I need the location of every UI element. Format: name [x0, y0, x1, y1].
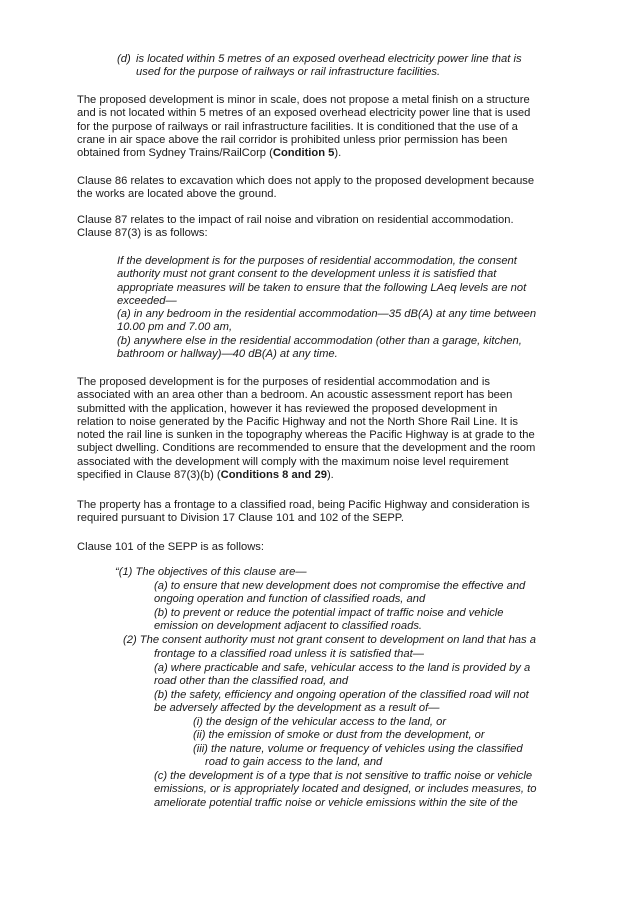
quote-line: road to gain access to the land, and — [205, 755, 383, 768]
quote-line: ameliorate potential traffic noise or vehicle emissions within the site of the — [154, 796, 518, 809]
text-line: Clause 101 of the SEPP is as follows: — [77, 541, 264, 553]
text-line: noted the rail line is sunken in the topography whereas the Pacific Highway is at grade to the — [77, 429, 535, 442]
quote-clause-101-2-c — [154, 770, 536, 810]
text-run: ). — [334, 147, 342, 160]
text-line: Clause 87(3) is as follows: — [77, 227, 208, 240]
quote-line: (iii) the nature, volume or frequency of vehicles using the classified — [193, 742, 523, 755]
text-run: specified in Clause 87(3)(b) ( — [77, 469, 221, 482]
item-d-line: used for the purpose of railways or rail infrastructure facilities. — [136, 66, 441, 79]
text-line: relation to noise generated by the Pacific Highway and not the North Shore Rail Line. It is — [77, 415, 518, 428]
text-run: ). — [326, 469, 334, 482]
quote-line: (b) to prevent or reduce the potential impact of traffic noise and vehicle — [154, 606, 504, 619]
quote-line: ongoing operation and function of classified roads, and — [154, 593, 426, 606]
quote-line: appropriate measures will be taken to ensure that the following LAeq levels are not — [117, 281, 527, 294]
text-run: obtained from Sydney Trains/RailCorp ( — [77, 147, 273, 160]
quote-line: (b) the safety, efficiency and ongoing operation of the classified road will not — [154, 689, 529, 701]
text-line: Clause 87 relates to the impact of rail noise and vibration on residential accommodation. — [77, 214, 514, 226]
item-d-text — [136, 53, 522, 80]
text-line: The proposed development is minor in scale, does not propose a metal finish on a structure — [77, 94, 530, 106]
text-line: and is not located within 5 metres of an exposed overhead electricity power line that is used — [77, 107, 531, 120]
quote-clause-101-2-b-subitems — [193, 716, 523, 769]
quote-line: (i) the design of the vehicular access to the land, or — [193, 716, 447, 728]
quote-line: bathroom or hallway)—40 dB(A) at any time. — [117, 348, 338, 361]
quote-line: be adversely affected by the development as a result of— — [154, 702, 440, 715]
quote-line: (ii) the emission of smoke or dust from the development, or — [193, 729, 485, 742]
text-line: associated with an area other than a bedroom. An acoustic assessment report has been — [77, 389, 513, 402]
text-line: required pursuant to Division 17 Clause 101 and 102 of the SEPP. — [77, 512, 404, 525]
quote-line: (b) anywhere else in the residential accommodation (other than a garage, kitchen, — [117, 334, 522, 347]
quote-line: (c) the development is of a type that is not sensitive to traffic noise or vehicle — [154, 770, 533, 782]
item-d-marker: (d) — [117, 53, 131, 65]
text-line: The proposed development is for the purposes of residential accommodation and is — [77, 376, 490, 388]
text-line: submitted with the application, however it has reviewed the proposed development in — [77, 402, 498, 415]
condition-reference: Condition 5 — [272, 147, 335, 160]
quote-line: authority must not grant consent to the development unless it is satisfied that — [117, 268, 497, 281]
quote-line: 10.00 pm and 7.00 am, — [117, 321, 233, 334]
text-line: associated with the development will comply with the maximum noise level requirement — [77, 455, 509, 468]
text-line: crane in air space above the rail corridor is prohibited unless prior permission has been — [77, 133, 508, 146]
paragraph-classified-road — [77, 499, 569, 526]
text-line: subject dwelling. Conditions are recommended to ensure that the development and the room — [77, 442, 536, 455]
quote-line: exceeded— — [117, 294, 177, 307]
quote-line: If the development is for the purposes of residential accommodation, the consent — [117, 255, 517, 267]
text-line — [77, 469, 569, 482]
quote-line: emissions, or is appropriately located and designed, or includes measures, to — [154, 783, 537, 796]
quote-clause-101-2-heading-line2: frontage to a classified road unless it is satisfied that— — [154, 648, 424, 660]
text-line — [77, 147, 569, 160]
quote-clause-101-2-a — [154, 662, 530, 689]
quote-clause-101-1-items — [154, 580, 525, 633]
quote-line: (a) in any bedroom in the residential accommodation—35 dB(A) at any time between — [117, 308, 537, 321]
item-d-line: is located within 5 metres of an exposed overhead electricity power line that is — [136, 53, 522, 65]
quote-clause-101-2-heading-line1: (2) The consent authority must not grant consent to development on land that has a — [123, 634, 536, 646]
quote-clause-101-2-b — [154, 689, 529, 716]
text-line: the works are located above the ground. — [77, 188, 277, 201]
paragraph-acoustic-assessment — [77, 376, 569, 482]
quote-clause-101-1-heading: “(1) The objectives of this clause are— — [115, 566, 307, 578]
condition-reference: Conditions 8 and 29 — [220, 469, 327, 482]
paragraph-clause-87 — [77, 214, 569, 241]
text-line: Clause 86 relates to excavation which does not apply to the proposed development because — [77, 175, 535, 187]
quote-clause-87-3 — [117, 255, 536, 361]
paragraph-clause-101-intro — [77, 541, 569, 554]
text-line: for the purpose of railways or rail infrastructure facilities. It is conditioned that the use of a — [77, 120, 518, 133]
quote-line: (a) to ensure that new development does not compromise the effective and — [154, 580, 526, 592]
quote-line: emission on development adjacent to classified roads. — [154, 619, 423, 632]
quote-line: road other than the classified road, and — [154, 675, 349, 688]
text-line: The property has a frontage to a classified road, being Pacific Highway and consideration is — [77, 499, 530, 511]
quote-line: (a) where practicable and safe, vehicular access to the land is provided by a — [154, 662, 531, 674]
paragraph-clause-86 — [77, 175, 569, 202]
paragraph-rail-power-line — [77, 94, 569, 160]
